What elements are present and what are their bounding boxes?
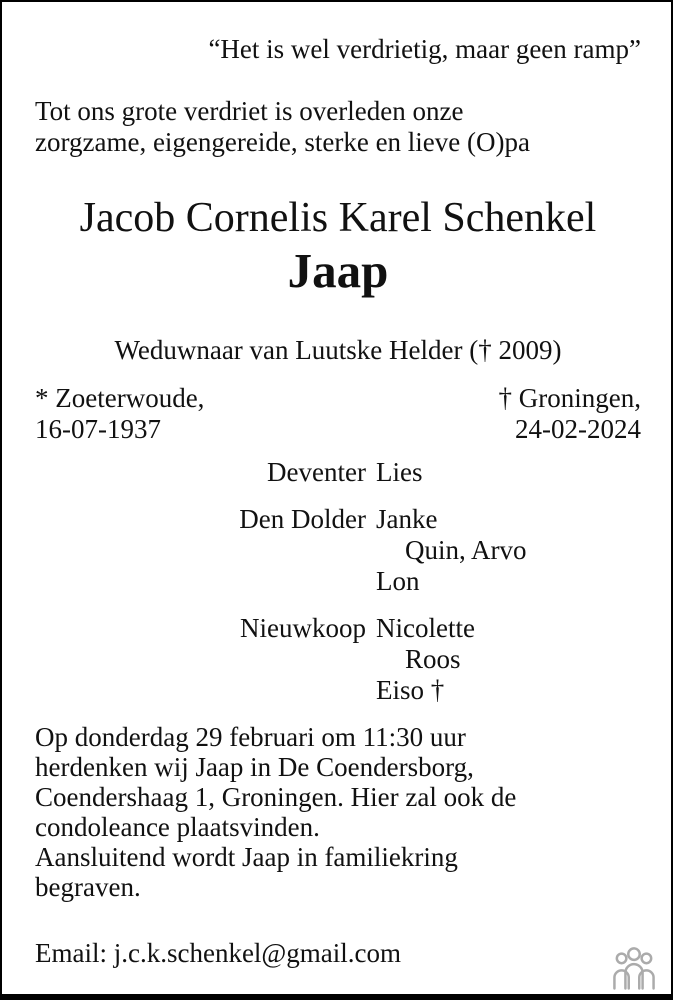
birth-date: 16-07-1937 <box>35 414 161 444</box>
opening-quote: “Het is wel verdrietig, maar geen ramp” <box>208 34 641 64</box>
ceremony-line-6: begraven. <box>35 872 141 902</box>
ceremony-line-2: herdenken wij Jaap in De Coendersborg, <box>35 752 474 782</box>
ceremony-line-3: Coendershaag 1, Groningen. Hier zal ook de <box>35 782 517 812</box>
intro-line-2: zorgzame, eigengereide, sterke en lieve (O)pa <box>35 127 530 157</box>
three-people-icon <box>613 945 655 990</box>
death-date: 24-02-2024 <box>515 414 641 444</box>
intro-text <box>35 96 641 158</box>
death-place: † Groningen, <box>498 383 641 413</box>
family-place: Den Dolder <box>239 504 366 534</box>
deceased-nickname: Jaap <box>287 243 389 298</box>
family-member: Lies <box>376 457 423 487</box>
birth-death-row <box>35 383 641 445</box>
family-member: Roos <box>405 644 461 674</box>
family-member: Lon <box>376 566 420 596</box>
birth-info <box>35 383 204 445</box>
family-group-nieuwkoop <box>35 613 641 706</box>
notice-content <box>2 2 671 994</box>
family-names <box>376 504 527 597</box>
ceremony-line-5: Aansluitend wordt Jaap in familiekring <box>35 842 458 872</box>
family-list <box>35 457 641 706</box>
family-place: Nieuwkoop <box>240 613 366 643</box>
birth-place: * Zoeterwoude, <box>35 383 205 413</box>
family-member: Eiso † <box>376 675 445 705</box>
family-group-den-dolder <box>35 504 641 597</box>
family-group-deventer <box>35 457 641 488</box>
family-member: Nicolette <box>376 613 475 643</box>
family-names <box>376 457 423 488</box>
ceremony-line-1: Op donderdag 29 februari om 11:30 uur <box>35 722 466 752</box>
family-member: Quin, Arvo <box>405 535 527 565</box>
deceased-full-name: Jacob Cornelis Karel Schenkel <box>79 195 597 241</box>
email-line: Email: j.c.k.schenkel@gmail.com <box>35 938 402 968</box>
family-names <box>376 613 475 706</box>
widower-line: Weduwnaar van Luutske Helder († 2009) <box>114 335 562 365</box>
family-member: Janke <box>376 504 438 534</box>
ceremony-line-4: condoleance plaatsvinden. <box>35 812 320 842</box>
family-place: Deventer <box>267 457 366 487</box>
intro-line-1: Tot ons grote verdriet is overleden onze <box>35 96 464 126</box>
ceremony-text <box>35 722 641 902</box>
death-info <box>499 383 641 445</box>
